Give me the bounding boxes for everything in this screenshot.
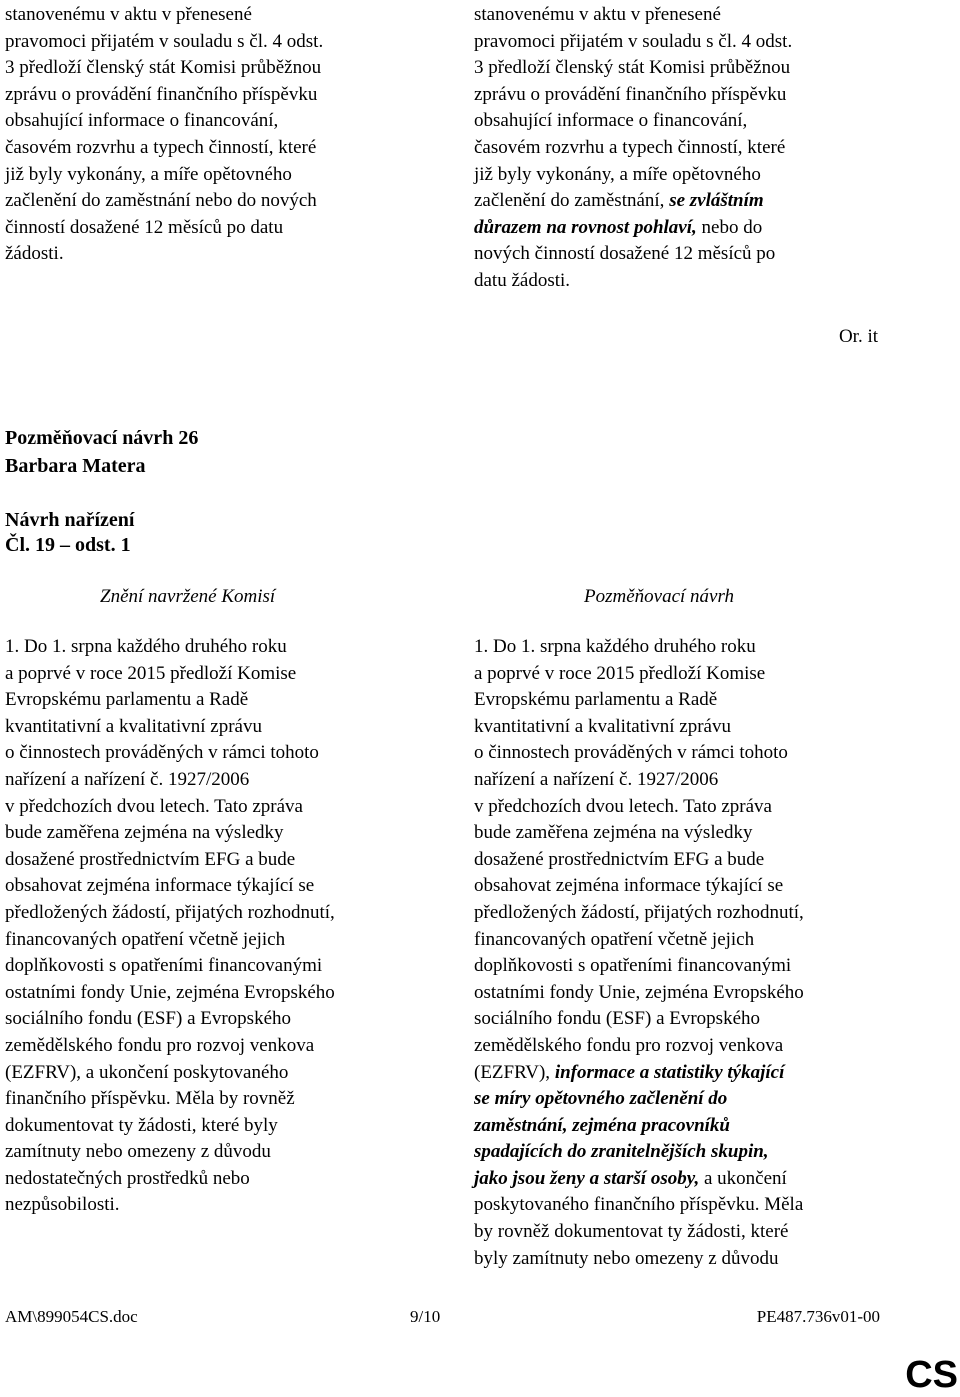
text-line: poskytovaného finančního příspěvku. Měla <box>474 1194 804 1216</box>
text-line: stanovenému v aktu v přenesené <box>5 4 252 25</box>
inserted-text: zaměstnání, zejména pracovníků <box>474 1114 730 1136</box>
text-line: 1. Do 1. srpna každého druhého roku <box>5 636 287 657</box>
text-line: 3 předloží členský stát Komisi průběžnou <box>474 57 791 79</box>
text-line: pravomoci přijatém v souladu s čl. 4 odst. <box>474 30 793 52</box>
text-line: již byly vykonány, a míře opětovného <box>474 163 761 185</box>
amendment-heading <box>5 426 198 450</box>
text-line: (EZFRV), informace a statistiky týkající <box>474 1061 785 1083</box>
text-line: nezpůsobilosti. <box>5 1194 120 1216</box>
text-line: obsahující informace o financování, <box>5 110 279 132</box>
language-code: CS <box>905 1354 958 1396</box>
amendment-text-heading: Pozměňovací návrh <box>584 586 735 607</box>
proposal-title: Návrh nařízení <box>5 509 135 531</box>
text-line: Evropskému parlamentu a Radě <box>5 689 249 711</box>
amendment-title: Pozměňovací návrh <box>5 427 174 449</box>
amendment-number: 26 <box>178 427 199 449</box>
text-line <box>474 1113 944 1140</box>
text-line: financovaných opatření včetně jejich <box>474 928 755 950</box>
text-line: zemědělského fondu pro rozvoj venkova <box>5 1034 315 1056</box>
inserted-text: jako jsou ženy a starší osoby, <box>474 1167 700 1189</box>
text-line: bude zaměřena zejména na výsledky <box>474 822 753 844</box>
text-line: předložených žádostí, přijatých rozhodnutí, <box>5 901 335 923</box>
text-line: o činnostech prováděných v rámci tohoto <box>474 742 788 764</box>
inserted-text: se zvláštním <box>669 190 764 212</box>
text-line: časovém rozvrhu a typech činností, které <box>474 136 786 158</box>
text-line: 1. Do 1. srpna každého druhého roku <box>474 636 756 657</box>
text-line: dosažené prostřednictvím EFG a bude <box>474 848 765 870</box>
text-line: pravomoci přijatém v souladu s čl. 4 odst. <box>5 30 324 52</box>
text-line: datu žádosti. <box>474 269 571 291</box>
text-line: důrazem na rovnost pohlaví, nebo do <box>474 216 763 238</box>
amendment-text-body <box>474 634 944 1272</box>
text-line: sociálního fondu (ESF) a Evropského <box>474 1008 761 1030</box>
text-line: činností dosažené 12 měsíců po datu <box>5 216 284 238</box>
text-line: již byly vykonány, a míře opětovného <box>5 163 292 185</box>
amendment-author: Barbara Matera <box>5 455 146 477</box>
text-line: v předchozích dvou letech. Tato zpráva <box>474 795 772 817</box>
text-line: zamítnuty nebo omezeny z důvodu <box>5 1141 271 1163</box>
text-line: časovém rozvrhu a typech činností, které <box>5 136 317 158</box>
text-line: doplňkovosti s opatřeními financovanými <box>5 955 323 977</box>
origin-language: Or. it <box>838 326 878 347</box>
text-line: stanovenému v aktu v přenesené <box>474 4 721 25</box>
text-line: a poprvé v roce 2015 předloží Komise <box>5 662 297 684</box>
text-line: Evropskému parlamentu a Radě <box>474 689 718 711</box>
text-line: kvantitativní a kvalitativní zprávu <box>474 715 731 737</box>
text-line: zprávu o provádění finančního příspěvku <box>474 83 787 105</box>
text-line <box>474 1139 944 1166</box>
text-line: dosažené prostřednictvím EFG a bude <box>5 848 296 870</box>
text-line <box>474 1086 944 1113</box>
text-line: nedostatečných prostředků nebo <box>5 1167 250 1189</box>
text-line: byly zamítnuty nebo omezeny z důvodu <box>474 1247 779 1269</box>
text-line: začlenění do zaměstnání nebo do nových <box>5 190 317 212</box>
text-line: kvantitativní a kvalitativní zprávu <box>5 715 262 737</box>
footer-doc-ref: AM\899054CS.doc <box>5 1307 138 1326</box>
text-line: nařízení a nařízení č. 1927/2006 <box>474 768 719 790</box>
text-line: (EZFRV), a ukončení poskytovaného <box>5 1061 289 1083</box>
footer-page-number: 9/10 <box>410 1307 441 1326</box>
text-line: doplňkovosti s opatřeními financovanými <box>474 955 792 977</box>
inserted-text: se míry opětovného začlenění do <box>474 1088 728 1110</box>
text-line: finančního příspěvku. Měla by rovněž <box>5 1088 295 1110</box>
text-line: 3 předloží členský stát Komisi průběžnou <box>5 57 322 79</box>
text-line: jako jsou ženy a starší osoby, a ukončení <box>474 1167 787 1189</box>
text-line: předložených žádostí, přijatých rozhodnutí, <box>474 901 804 923</box>
text-line: sociálního fondu (ESF) a Evropského <box>5 1008 292 1030</box>
text-line: nových činností dosažené 12 měsíců po <box>474 243 776 265</box>
text-line: zprávu o provádění finančního příspěvku <box>5 83 318 105</box>
text-line: dokumentovat ty žádosti, které byly <box>5 1114 278 1136</box>
article-reference: Čl. 19 – odst. 1 <box>5 534 131 556</box>
commission-text-body <box>5 634 435 1219</box>
text-line: by rovněž dokumentovat ty žádosti, které <box>474 1221 789 1243</box>
text-line: bude zaměřena zejména na výsledky <box>5 822 284 844</box>
text-line: žádosti. <box>5 243 64 265</box>
text-line: v předchozích dvou letech. Tato zpráva <box>5 795 303 817</box>
footer-pe-ref: PE487.736v01-00 <box>756 1307 880 1326</box>
text-line: obsahující informace o financování, <box>474 110 748 132</box>
text-line: a poprvé v roce 2015 předloží Komise <box>474 662 766 684</box>
commission-text-heading: Znění navržené Komisí <box>100 586 276 607</box>
text-line: ostatními fondy Unie, zejména Evropského <box>474 981 804 1003</box>
text-line: nařízení a nařízení č. 1927/2006 <box>5 768 250 790</box>
inserted-text: spadajících do zranitelnějších skupin, <box>474 1141 769 1163</box>
text-line: zemědělského fondu pro rozvoj venkova <box>474 1034 784 1056</box>
inserted-text: informace a statistiky týkající <box>554 1061 785 1083</box>
text-line: ostatními fondy Unie, zejména Evropského <box>5 981 335 1003</box>
inserted-text: důrazem na rovnost pohlaví, <box>474 216 697 238</box>
text-line: obsahovat zejména informace týkající se <box>474 875 784 897</box>
top-left-text <box>5 2 435 268</box>
text-line: začlenění do zaměstnání, se zvláštním <box>474 190 764 212</box>
text-line: obsahovat zejména informace týkající se <box>5 875 315 897</box>
text-line: o činnostech prováděných v rámci tohoto <box>5 742 319 764</box>
text-line: financovaných opatření včetně jejich <box>5 928 286 950</box>
top-right-text <box>474 2 944 295</box>
